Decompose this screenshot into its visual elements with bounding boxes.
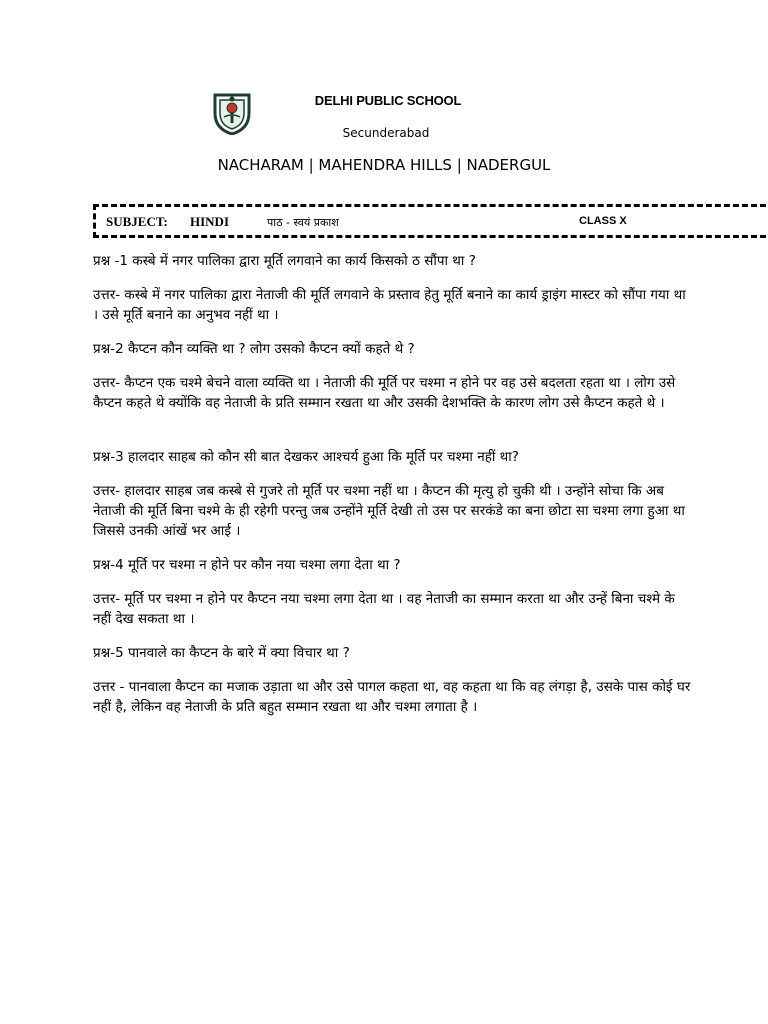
class-label: CLASS X: [579, 215, 627, 227]
answer-4: उत्तर- मूर्ति पर चश्मा न होने पर कैप्टन नया चश्मा लगा देता था । वह नेताजी का सम्मान करता था और उन्हें बिना चश्मे के नहीं देख सकता था ।: [93, 591, 675, 627]
question-1: प्रश्न -1 कस्बे में नगर पालिका द्वारा मूर्ति लगवाने का कार्य किसको ठ सौंपा था ?: [93, 253, 476, 269]
question-2: प्रश्न-2 कैप्टन कौन व्यक्ति था ? लोग उसको कैप्टन क्यों कहते थे ?: [93, 341, 415, 357]
subject-label: SUBJECT:: [106, 214, 168, 229]
answer-3: उत्तर- हालदार साहब जब कस्बे से गुजरे तो मूर्ति पर चश्मा नहीं था । कैप्टन की मृत्यु हो चुकी थी । उन्होंने सोचा कि अब नेताजी की मूर्ति बिना चश्मे के ही रहेगी परन्तु जब उन्होंने मूर्ति देखी तो उस पर सरकंडे का बना छोटा सा चश्मा लगा हुआ था जिससे उनकी आंखें भर आई ।: [93, 483, 685, 539]
answer-1: उत्तर- कस्बे में नगर पालिका द्वारा नेताजी की मूर्ति लगवाने के प्रस्ताव हेतु मूर्ति बनाने का कार्य ड्राइंग मास्टर को सौंपा गया था । उसे मूर्ति बनाने का अनुभव नहीं था ।: [93, 287, 686, 323]
school-city: Secunderabad: [342, 126, 430, 140]
answer-2: उत्तर- कैप्टन एक चश्मे बेचने वाला व्यक्ति था । नेताजी की मूर्ति पर चश्मा न होने पर वह उसे बदलता रहता था । लोग उसे कैप्टन कहते थे क्योंकि वह नेताजी के प्रति सम्मान रखता था और उसकी देशभक्ति के कारण लोग उसे कैप्टन कहते थे ।: [93, 375, 676, 411]
question-4: प्रश्न-4 मूर्ति पर चश्मा न होने पर कौन नया चश्मा लगा देता था ?: [93, 557, 401, 573]
school-branches: NACHARAM | MAHENDRA HILLS | NADERGUL: [217, 156, 551, 174]
subject-value: HINDI: [190, 214, 230, 229]
question-5: प्रश्न-5 पानवाले का कैप्टन के बारे में क्या विचार था ?: [93, 645, 350, 661]
question-answer-content: [93, 251, 693, 731]
school-name: DELHI PUBLIC SCHOOL: [314, 93, 462, 108]
question-3: प्रश्न-3 हालदार साहब को कौन सी बात देखकर आश्चर्य हुआ कि मूर्ति पर चश्मा नहीं था?: [93, 449, 519, 465]
answer-5: उत्तर - पानवाला कैप्टन का मजाक उड़ाता था और उसे पागल कहता था, वह कहता था कि वह लंगड़ा है, उसके पास कोई घर नहीं है, लेकिन वह नेताजी के प्रति बहुत सम्मान रखता था और चश्मा लगाता है ।: [93, 679, 691, 715]
subject-bar: [93, 204, 768, 238]
chapter-title: पाठ - स्वयं प्रकाश: [267, 216, 339, 229]
